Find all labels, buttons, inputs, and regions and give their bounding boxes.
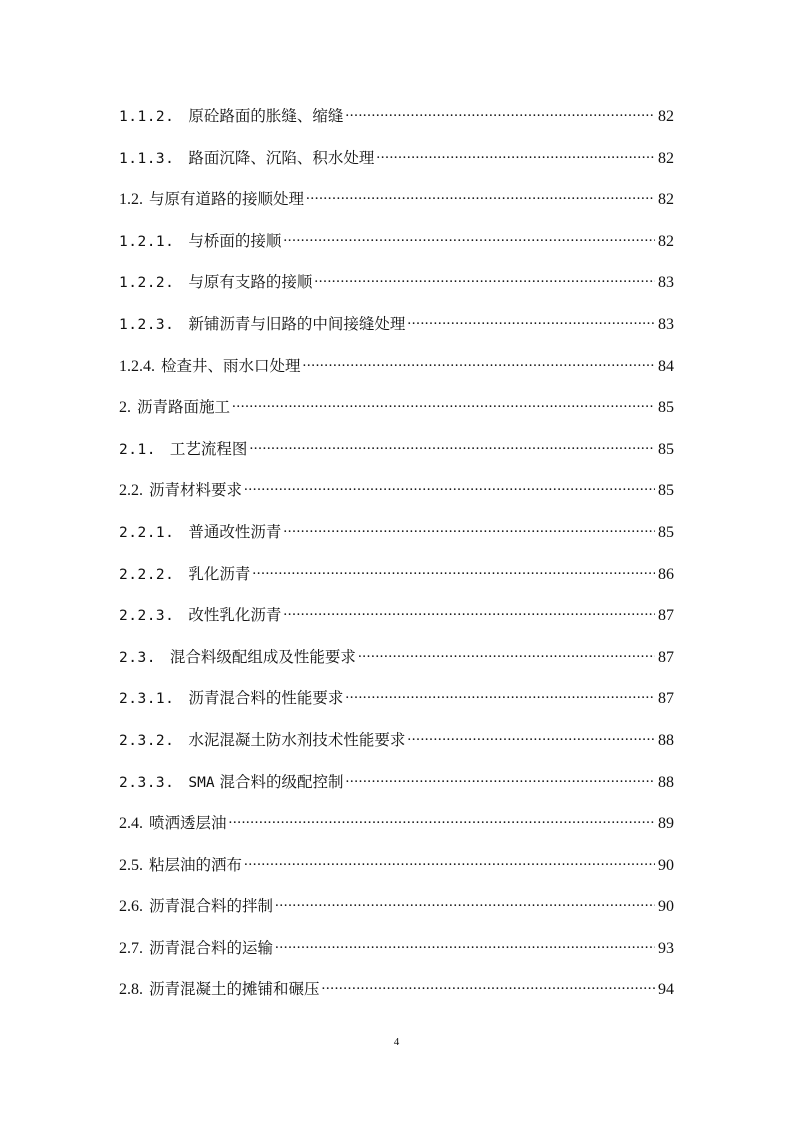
toc-title: 与原有道路的接顺处理 (149, 190, 305, 209)
toc-number: 2.1. (119, 441, 156, 458)
toc-page-number: 86 (658, 565, 674, 583)
toc-title-text: 混合料的级配控制 (219, 772, 344, 791)
toc-page-number: 94 (658, 981, 674, 999)
toc-title: 改性乳化沥青 (188, 606, 282, 625)
toc-number: 2.7. (119, 939, 143, 957)
toc-page-number: 88 (658, 731, 674, 749)
toc-title: 路面沉降、沉陷、积水处理 (188, 148, 375, 167)
toc-leader-dots (358, 646, 655, 662)
toc-number: 1.1.2. (119, 109, 175, 125)
toc-title: 粘层油的洒布 (149, 855, 243, 874)
toc-page-number: 82 (658, 149, 674, 167)
toc-page-number: 83 (658, 274, 674, 292)
toc-leader-dots (306, 189, 655, 205)
toc-leader-dots (244, 854, 655, 870)
toc-entry[interactable] (119, 936, 674, 978)
toc-title: 沥青混合料的拌制 (149, 897, 274, 916)
toc-title: 喷洒透层油 (149, 814, 227, 833)
toc-page-number: 82 (658, 108, 674, 125)
toc-page-number: 87 (658, 690, 674, 708)
toc-entry[interactable] (119, 728, 674, 770)
toc-number: 2. (119, 399, 131, 417)
toc-number: 2.3.3. (119, 774, 175, 791)
toc-title: 与桥面的接顺 (188, 231, 282, 250)
toc-title: 乳化沥青 (188, 564, 251, 583)
toc-leader-dots (244, 480, 655, 496)
toc-number: 1.2.2. (119, 275, 175, 292)
toc-number: 1.2.4. (119, 357, 155, 375)
toc-title: 普通改性沥青 (188, 522, 282, 541)
toc-page-number: 82 (658, 232, 674, 250)
toc-number: 2.8. (119, 981, 143, 999)
toc-number: 2.2. (119, 482, 143, 500)
toc-leader-dots (229, 813, 655, 829)
toc-entry[interactable] (119, 187, 674, 229)
toc-leader-dots (303, 355, 655, 371)
toc-entry[interactable] (119, 520, 674, 562)
toc-title: 检查井、雨水口处理 (161, 356, 301, 375)
toc-number: 2.5. (119, 856, 143, 874)
toc-entry[interactable] (119, 770, 674, 812)
toc-page-number: 82 (658, 191, 674, 209)
toc-leader-dots (275, 896, 655, 912)
toc-entry[interactable] (119, 977, 674, 1019)
toc-entry[interactable] (119, 395, 674, 437)
toc-number: 2.2.3. (119, 608, 175, 625)
toc-title: 原砼路面的胀缝、缩缝 (188, 107, 344, 125)
toc-entry[interactable] (119, 645, 674, 687)
toc-leader-dots (376, 147, 655, 163)
toc-number: 2.3.1. (119, 691, 175, 708)
toc-entry[interactable] (119, 478, 674, 520)
toc-leader-dots (407, 729, 655, 745)
toc-leader-dots (232, 397, 655, 413)
toc-title (188, 770, 343, 792)
toc-number: 1.2.3. (119, 316, 175, 333)
toc-entry[interactable] (119, 146, 674, 188)
toc-title: 与原有支路的接顺 (188, 273, 313, 292)
toc-page-number: 87 (658, 648, 674, 666)
toc-number: 2.2.1. (119, 524, 175, 541)
toc-entry[interactable] (119, 437, 674, 479)
toc-title-prefix: SMA (188, 774, 215, 791)
toc-leader-dots (314, 272, 655, 288)
toc-entry[interactable] (119, 894, 674, 936)
toc-number: 2.3.2. (119, 732, 175, 749)
toc-leader-dots (275, 937, 655, 953)
toc-page-number: 93 (658, 939, 674, 957)
toc-number: 1.1.3. (119, 150, 175, 167)
toc-page-number: 87 (658, 607, 674, 625)
toc-number: 1.2. (119, 191, 143, 209)
toc-entry[interactable] (119, 562, 674, 604)
toc-page-number: 90 (658, 856, 674, 874)
toc-title: 新铺沥青与旧路的中间接缝处理 (188, 314, 406, 333)
toc-title: 沥青路面施工 (137, 398, 231, 417)
toc-page-number: 88 (658, 773, 674, 791)
toc-title: 沥青混凝土的摊铺和碾压 (149, 980, 320, 999)
toc-leader-dots (249, 438, 655, 454)
toc-leader-dots (283, 521, 655, 537)
toc-page-number: 90 (658, 898, 674, 916)
toc-entry[interactable] (119, 229, 674, 271)
toc-leader-dots (322, 979, 655, 995)
toc-page-number: 85 (658, 482, 674, 500)
toc-page-number: 83 (658, 315, 674, 333)
toc-number: 2.3. (119, 649, 156, 666)
toc-title: 沥青材料要求 (149, 481, 243, 500)
toc-number: 1.2.1. (119, 233, 175, 250)
toc-leader-dots (407, 313, 655, 329)
toc-page-number: 84 (658, 357, 674, 375)
toc-number: 2.2.2. (119, 566, 175, 583)
toc-entry[interactable] (119, 312, 674, 354)
toc-page-number: 85 (658, 523, 674, 541)
toc-leader-dots (252, 563, 655, 579)
toc-entry[interactable] (119, 603, 674, 645)
toc-entry[interactable] (119, 270, 674, 312)
toc-entry[interactable] (119, 104, 674, 146)
toc-title: 工艺流程图 (169, 439, 248, 458)
toc-number: 2.6. (119, 898, 143, 916)
toc-page-number: 85 (658, 440, 674, 458)
toc-title: 水泥混凝土防水剂技术性能要求 (188, 730, 406, 749)
toc-leader-dots (345, 106, 655, 122)
toc-entry[interactable] (119, 811, 674, 853)
toc-entry[interactable] (119, 686, 674, 728)
table-of-contents (119, 104, 674, 1019)
toc-number: 2.4. (119, 815, 143, 833)
toc-entry[interactable] (119, 853, 674, 895)
page-number: 4 (393, 1036, 400, 1048)
toc-leader-dots (283, 230, 655, 246)
toc-leader-dots (346, 771, 655, 787)
toc-title: 混合料级配组成及性能要求 (169, 647, 356, 666)
toc-title: 沥青混合料的性能要求 (188, 689, 344, 708)
toc-page-number: 85 (658, 399, 674, 417)
toc-leader-dots (283, 605, 655, 621)
toc-title: 沥青混合料的运输 (149, 938, 274, 957)
toc-leader-dots (345, 688, 655, 704)
toc-entry[interactable] (119, 354, 674, 396)
toc-page-number: 89 (658, 815, 674, 833)
